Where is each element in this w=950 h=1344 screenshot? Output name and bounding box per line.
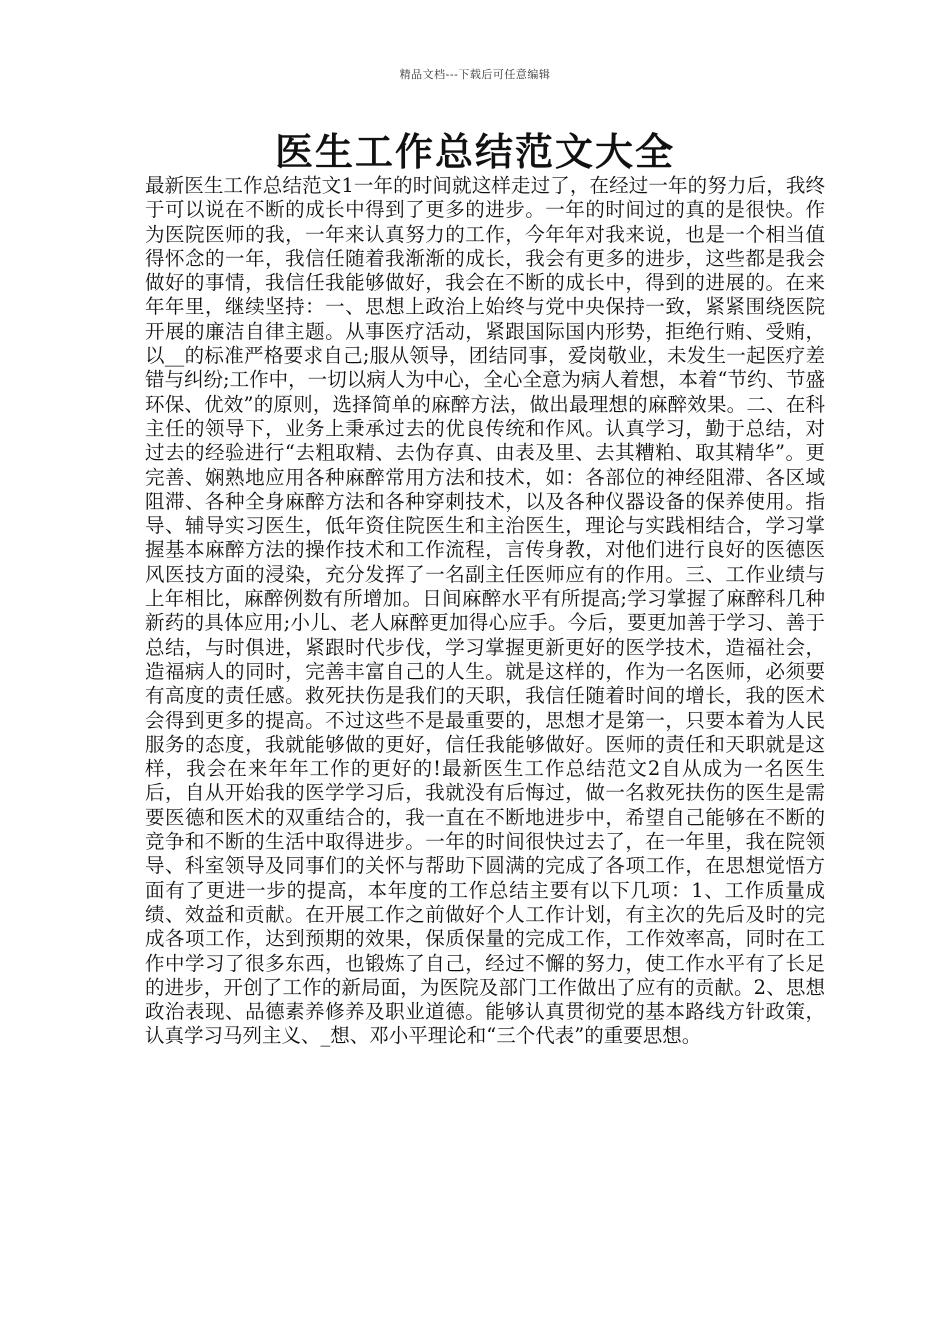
page-header-note: 精品文档---下载后可任意编辑: [399, 68, 551, 81]
document-body-paragraph: 最新医生工作总结范文1一年的时间就这样走过了，在经过一年的努力后，我终于可以说在不断的成长中得到了更多的进步。一年的时间过的真的是很快。作为医院医师的我，一年来认真努力的工作，今年年对我来说，也是一个相当值得怀念的一年，我信任随着我渐渐的成长，我会有更多的进步，这些都是我会做好的事情，我信任我能够做好，我会在不断的成长中，得到的进展的。在来年年里，继续坚持：一、思想上政治上始终与党中央保持一致，紧紧围绕医院开展的廉洁自律主题。从事医疗活动，紧跟国际国内形势，拒绝行贿、受贿，以__的标准严格要求自己;服从领导，团结同事，爱岗敬业，未发生一起医疗差错与纠纷;工作中，一切以病人为中心，全心全意为病人着想，本着“节约、节盛环保、优效”的原则，选择简单的麻醉方法，做出最理想的麻醉效果。二、在科主任的领导下，业务上秉承过去的优良传统和作风。认真学习，勤于总结，对过去的经验进行“去粗取精、去伪存真、由表及里、去其糟粕、取其精华”。更完善、娴熟地应用各种麻醉常用方法和技术，如：各部位的神经阻滞、各区域阻滞、各种全身麻醉方法和各种穿刺技术，以及各种仪器设备的保养使用。指导、辅导实习医生，低年资住院医生和主治医生，理论与实践相结合，学习掌握基本麻醉方法的操作技术和工作流程，言传身教，对他们进行良好的医德医风医技方面的浸染，充分发挥了一名副主任医师应有的作用。三、工作业绩与上年相比，麻醉例数有所增加。日间麻醉水平有所提高;学习掌握了麻醉科几种新药的具体应用;小儿、老人麻醉更加得心应手。今后，要更加善于学习、善于总结，与时俱进，紧跟时代步伐，学习掌握更新更好的医学技术，造福社会，造福病人的同时，完善丰富自己的人生。就是这样的，作为一名医师，必须要有高度的责任感。救死扶伤是我们的天职，我信任随着时间的增长，我的医术会得到更多的提高。不过这些不是最重要的，思想才是第一，只要本着为人民服务的态度，我就能够做的更好，信任我能够做好。医师的责任和天职就是这样，我会在来年年工作的更好的!最新医生工作总结范文2自从成为一名医生后，自从开始我的医学学习后，我就没有后悔过，做一名救死扶伤的医生是需要医德和医术的双重结合的，我一直在不断地进步中，希望自己能够在不断的竞争和不断的生活中取得进步。一年的时间很快过去了，在一年里，我在院领导、科室领导及同事们的关怀与帮助下圆满的完成了各项工作，在思想觉悟方面有了更进一步的提高，本年度的工作总结主要有以下几项：1、工作质量成绩、效益和贡献。在开展工作之前做好个人工作计划，有主次的先后及时的完成各项工作，达到预期的效果，保质保量的完成工作，工作效率高，同时在工作中学习了很多东西，也锻炼了自己，经过不懈的努力，使工作水平有了长足的进步，开创了工作的新局面，为医院及部门工作做出了应有的贡献。2、思想政治表现、品德素养修养及职业道德。能够认真贯彻党的基本路线方针政策，认真学习马列主义、_想、邓小平理论和“三个代表”的重要思想。: [145, 174, 825, 1048]
document-title: 医生工作总结范文大全: [274, 129, 675, 174]
